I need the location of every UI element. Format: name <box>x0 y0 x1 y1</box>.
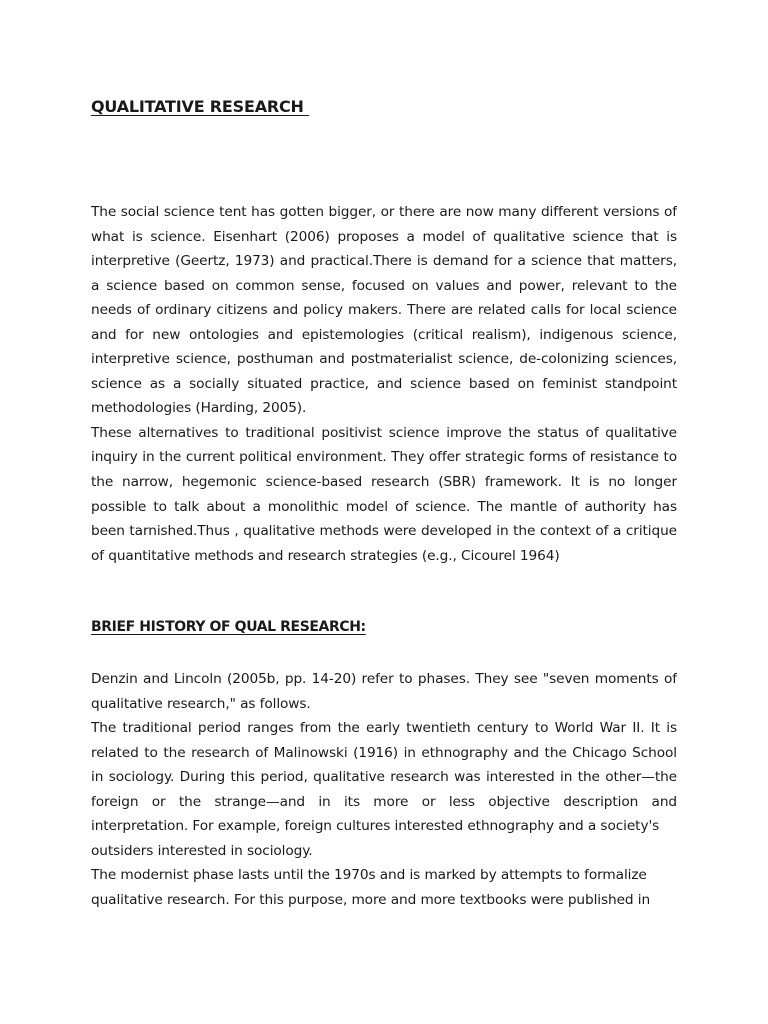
text-line: possible to talk about a monolithic model of science. The mantle of authority has <box>91 498 677 515</box>
text-line: what is science. Eisenhart (2006) proposes a model of qualitative science that is <box>91 228 677 245</box>
text-line: a science based on common sense, focused on values and power, relevant to the <box>91 277 677 294</box>
text-line: and for new ontologies and epistemologies (critical realism), indigenous science, <box>91 326 677 343</box>
text-line: inquiry in the current political environment. They offer strategic forms of resistance to <box>91 449 677 466</box>
text-line: The modernist phase lasts until the 1970s and is marked by attempts to formalize <box>91 867 647 884</box>
text-line: The traditional period ranges from the early twentieth century to World War II. It is <box>91 720 677 737</box>
text-line: interpretive (Geertz, 1973) and practical.There is demand for a science that matters, <box>91 253 677 270</box>
text-line: in sociology. During this period, qualitative research was interested in the other—the <box>91 769 677 786</box>
text-line: related to the research of Malinowski (1916) in ethnography and the Chicago School <box>91 744 677 761</box>
section-heading: BRIEF HISTORY OF QUAL RESEARCH: <box>91 619 366 635</box>
text-line: qualitative research," as follows. <box>91 695 311 712</box>
text-line: interpretation. For example, foreign cultures interested ethnography and a society's <box>91 818 660 835</box>
paragraph-intro <box>91 200 677 568</box>
text-line: The social science tent has gotten bigger, or there are now many different versions of <box>91 204 677 220</box>
text-line: been tarnished.Thus , qualitative methods were developed in the context of a critique <box>91 523 677 540</box>
text-line: of quantitative methods and research strategies (e.g., Cicourel 1964) <box>91 547 560 564</box>
text-line: Denzin and Lincoln (2005b, pp. 14-20) refer to phases. They see "seven moments of <box>91 671 677 687</box>
text-line: science as a socially situated practice, and science based on feminist standpoint <box>91 375 677 392</box>
document-title: QUALITATIVE RESEARCH <box>91 97 310 116</box>
text-line: needs of ordinary citizens and policy makers. There are related calls for local science <box>91 302 677 319</box>
text-line: outsiders interested in sociology. <box>91 842 313 859</box>
text-line: interpretive science, posthuman and postmaterialist science, de-colonizing sciences, <box>91 351 677 368</box>
text-line: qualitative research. For this purpose, more and more textbooks were published in <box>91 891 651 908</box>
text-line: the narrow, hegemonic science-based research (SBR) framework. It is no longer <box>91 474 677 491</box>
text-line: methodologies (Harding, 2005). <box>91 400 307 417</box>
text-line: These alternatives to traditional positivist science improve the status of qualitative <box>91 424 677 441</box>
paragraph-history <box>91 667 677 912</box>
text-line: foreign or the strange—and in its more or less objective description and <box>91 793 677 810</box>
